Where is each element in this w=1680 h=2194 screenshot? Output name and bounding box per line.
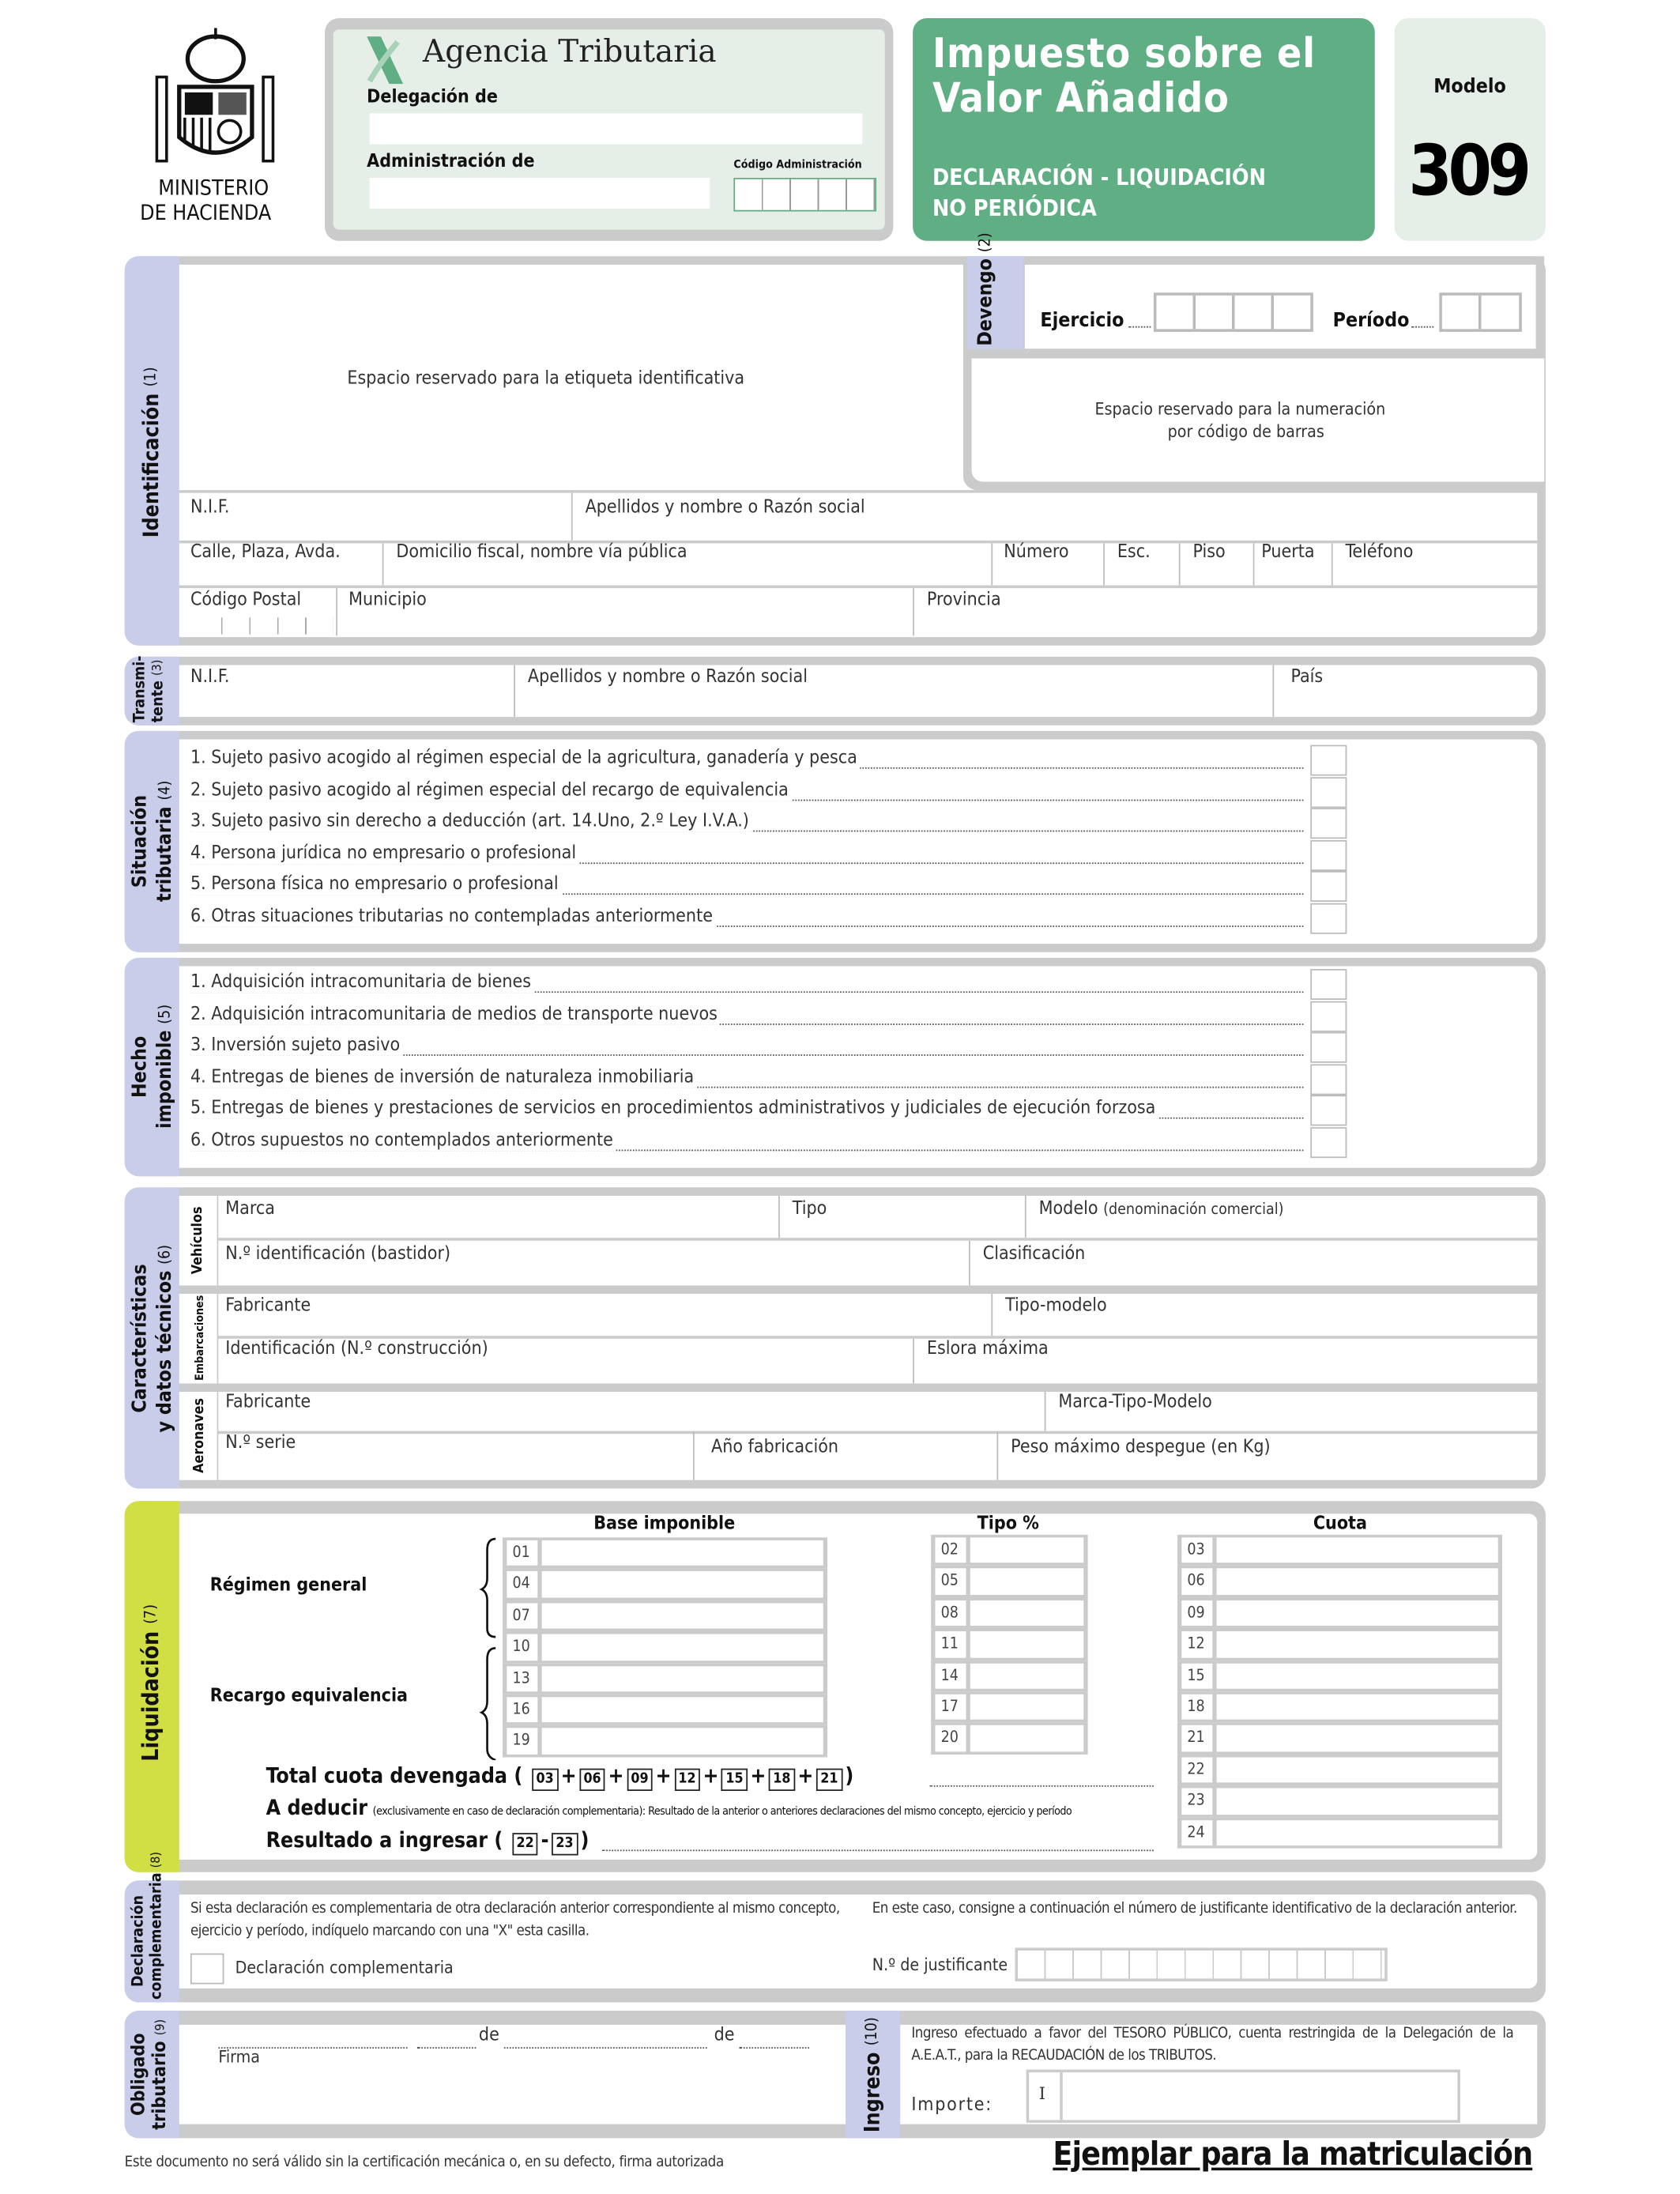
field-code: 19 xyxy=(507,1728,537,1755)
code-box: 21 xyxy=(816,1769,842,1791)
barcode-space-line1: Espacio reservado para la numeración xyxy=(1094,398,1386,419)
field-code: 18 xyxy=(1181,1695,1212,1721)
domicilio-input[interactable] xyxy=(383,543,991,585)
field-code: 07 xyxy=(507,1603,537,1629)
field-code: 16 xyxy=(507,1697,537,1723)
code-box: 18 xyxy=(769,1769,795,1791)
coat-of-arms-icon xyxy=(137,28,294,168)
modelo-number: 309 xyxy=(1408,130,1527,212)
list-item xyxy=(179,776,1538,808)
list-item xyxy=(179,1095,1538,1126)
title-line2: Valor Añadido xyxy=(932,74,1230,123)
base-field-01[interactable] xyxy=(503,1537,827,1569)
subtitle-line1: DECLARACIÓN - LIQUIDACIÓN xyxy=(932,164,1266,190)
code-box: 09 xyxy=(627,1769,653,1791)
ministry-name-line2: DE HACIENDA xyxy=(140,200,272,226)
telefono-label: Teléfono xyxy=(1345,541,1414,564)
cuota-field-23[interactable] xyxy=(1177,1785,1502,1817)
base-input[interactable] xyxy=(542,1728,823,1755)
codigo-postal-input[interactable] xyxy=(221,617,333,634)
list-item-checkbox[interactable] xyxy=(1310,1126,1347,1157)
field-code: 21 xyxy=(1181,1725,1212,1751)
list-item-checkbox[interactable] xyxy=(1310,745,1347,776)
base-field-13[interactable] xyxy=(503,1663,827,1695)
identificacion-section xyxy=(125,232,1546,646)
list-item-checkbox[interactable] xyxy=(1310,1001,1347,1031)
base-field-07[interactable] xyxy=(503,1600,827,1632)
list-item-label: 6. Otros supuestos no contemplados anteriormente xyxy=(190,1129,616,1151)
complementaria-text: Si esta declaración es complementaria de otra declaración anterior correspondiente al mismo concepto, ejercicio y período, indíquelo marcando con una "X" esta casilla. xyxy=(190,1900,840,1940)
agencia-tributaria-logo-icon xyxy=(361,36,417,84)
ejercicio-input[interactable] xyxy=(1154,292,1313,332)
base-imponible-header: Base imponible xyxy=(593,1514,736,1535)
list-item-checkbox[interactable] xyxy=(1310,1032,1347,1063)
de-label-1: de xyxy=(478,2024,499,2046)
cuota-input[interactable] xyxy=(1217,1819,1498,1845)
hecho-imponible-tab: Hecho imponible (5) xyxy=(128,1005,177,1129)
list-item xyxy=(179,1126,1538,1158)
list-item xyxy=(179,969,1538,1001)
list-item xyxy=(179,871,1538,903)
municipio-input[interactable] xyxy=(337,588,911,635)
liquidacion-section xyxy=(125,1501,1546,1872)
list-item xyxy=(179,1064,1538,1095)
list-item-checkbox[interactable] xyxy=(1310,903,1347,933)
footer-note: Este documento no será válido sin la certificación mecánica o, en su defecto, firma autorizada xyxy=(124,2153,724,2171)
subtitle-line2: NO PERIÓDICA xyxy=(932,194,1097,221)
code-box: 22 xyxy=(512,1833,538,1855)
administracion-label: Administración de xyxy=(367,151,535,172)
transmitente-pais-input[interactable] xyxy=(1274,665,1537,718)
tipo-input[interactable] xyxy=(970,1537,1084,1563)
recargo-equivalencia-label: Recargo equivalencia xyxy=(209,1686,409,1707)
justificante-input[interactable] xyxy=(1015,1947,1387,1981)
nif-input[interactable] xyxy=(179,493,571,541)
regimen-general-label: Régimen general xyxy=(209,1575,367,1596)
ejemplar-title: Ejemplar para la matriculación xyxy=(1053,2136,1533,2173)
code-box: 23 xyxy=(552,1833,578,1855)
list-item-label: 4. Persona jurídica no empresario o profesional xyxy=(190,843,579,864)
justificante-label: N.º de justificante xyxy=(872,1955,1008,1975)
tipo-modelo-label: Tipo-modelo xyxy=(1005,1295,1107,1317)
agency-name: Agencia Tributaria xyxy=(423,35,717,70)
cuota-field-15[interactable] xyxy=(1177,1661,1502,1692)
list-item xyxy=(179,839,1538,871)
list-item-checkbox[interactable] xyxy=(1310,871,1347,902)
apellidos-label: Apellidos y nombre o Razón social xyxy=(585,496,865,518)
cuota-input[interactable] xyxy=(1217,1631,1498,1657)
administracion-input[interactable] xyxy=(370,178,710,209)
field-code: 14 xyxy=(935,1663,966,1689)
tipo-input[interactable] xyxy=(970,1725,1084,1751)
puerta-label: Puerta xyxy=(1261,541,1315,564)
situacion-section xyxy=(125,731,1546,952)
eslora-label: Eslora máxima xyxy=(926,1338,1049,1360)
ano-fabricacion-label: Año fabricación xyxy=(711,1436,839,1458)
list-item xyxy=(179,903,1538,934)
list-item-label: 3. Inversión sujeto pasivo xyxy=(190,1035,403,1056)
calle-label: Calle, Plaza, Avda. xyxy=(190,541,341,564)
tipo-field-20[interactable] xyxy=(931,1723,1087,1755)
aeronaves-label: Aeronaves xyxy=(191,1398,208,1474)
obligado-ingreso-section xyxy=(125,2011,1546,2138)
base-field-16[interactable] xyxy=(503,1695,827,1726)
tipo-input[interactable] xyxy=(970,1600,1084,1627)
serie-label: N.º serie xyxy=(225,1432,296,1454)
tipo-input[interactable] xyxy=(970,1663,1084,1689)
tipo-input[interactable] xyxy=(970,1631,1084,1657)
importe-input[interactable] xyxy=(1026,2070,1460,2123)
barcode-space-line2: por código de barras xyxy=(1167,421,1324,442)
transmitente-tab: Transmi- tente (3) xyxy=(130,655,167,723)
complementaria-checkbox-label: Declaración complementaria xyxy=(235,1957,454,1977)
field-code: 13 xyxy=(507,1666,537,1692)
a-deducir: A deducir (exclusivamente en caso de declaración complementaria): Resultado de la anterior o anteriores declaraciones del mismo concepto, ejercicio y período xyxy=(266,1795,1072,1821)
de-label-2: de xyxy=(714,2024,735,2046)
base-input[interactable] xyxy=(542,1572,823,1598)
ingreso-text: Ingreso efectuado a favor del TESORO PÚBLICO, cuenta restringida de la Delegación de la A.E.A.T., para la RECAUDACIÓN de los TRIBUTOS. xyxy=(911,2024,1514,2064)
tipo-label: Tipo xyxy=(792,1198,827,1220)
field-code: 05 xyxy=(935,1569,966,1595)
firma-area[interactable] xyxy=(207,2053,823,2123)
liquidacion-tab: Liquidación (7) xyxy=(137,1604,164,1762)
apellidos-input[interactable] xyxy=(573,493,1538,541)
codigo-administracion-input[interactable] xyxy=(733,178,876,212)
field-code: 03 xyxy=(1181,1537,1212,1563)
ejercicio-label: Ejercicio xyxy=(1040,309,1124,332)
delegacion-label: Delegación de xyxy=(367,86,498,108)
base-field-04[interactable] xyxy=(503,1569,827,1600)
modelo-box xyxy=(1395,18,1546,241)
cuota-input[interactable] xyxy=(1217,1695,1498,1721)
field-code: 20 xyxy=(935,1725,966,1751)
list-item xyxy=(179,1001,1538,1032)
tipo-input[interactable] xyxy=(970,1695,1084,1721)
list-item-label: 2. Adquisición intracomunitaria de medios de transporte nuevos xyxy=(190,1003,721,1024)
clasificacion-label: Clasificación xyxy=(982,1243,1086,1265)
tipo-input[interactable] xyxy=(970,1569,1084,1595)
code-box: 03 xyxy=(532,1769,558,1791)
field-code: 08 xyxy=(935,1600,966,1627)
ministerio-logo xyxy=(137,28,294,231)
cuota-input[interactable] xyxy=(1217,1789,1498,1815)
list-item xyxy=(179,1032,1538,1064)
field-code: 06 xyxy=(1181,1569,1212,1595)
field-code: 12 xyxy=(1181,1631,1212,1657)
base-input[interactable] xyxy=(542,1697,823,1723)
provincia-input[interactable] xyxy=(914,588,1537,635)
code-box: 06 xyxy=(579,1769,605,1791)
justificante-text: En este caso, consigne a continuación el número de justificante identificativo de la declaración anterior. xyxy=(872,1900,1517,1917)
field-code: 09 xyxy=(1181,1600,1212,1627)
list-item-checkbox[interactable] xyxy=(1310,1095,1347,1125)
hecho-imponible-section xyxy=(125,958,1546,1176)
cuota-input[interactable] xyxy=(1217,1663,1498,1689)
importe-prefix: I xyxy=(1038,2083,1046,2104)
cuota-field-06[interactable] xyxy=(1177,1566,1502,1597)
ingreso-tab: Ingreso (10) xyxy=(859,2016,885,2132)
transmitente-nif-label: N.I.F. xyxy=(190,666,230,688)
brace-icon xyxy=(479,1536,499,1760)
list-item-checkbox[interactable] xyxy=(1310,808,1347,839)
vehiculos-label: Vehículos xyxy=(190,1206,206,1275)
field-code: 10 xyxy=(507,1634,537,1661)
codigo-postal-label: Código Postal xyxy=(190,589,302,611)
agency-box xyxy=(325,18,893,241)
field-code: 23 xyxy=(1181,1789,1212,1815)
label-space-text: Espacio reservado para la etiqueta identificativa xyxy=(347,368,745,390)
piso-label: Piso xyxy=(1192,541,1226,564)
domicilio-label: Domicilio fiscal, nombre vía pública xyxy=(396,541,687,564)
list-item-checkbox[interactable] xyxy=(1310,839,1347,870)
cuota-field-21[interactable] xyxy=(1177,1723,1502,1755)
cuota-field-03[interactable] xyxy=(1177,1535,1502,1566)
cuota-input[interactable] xyxy=(1217,1537,1498,1563)
list-item xyxy=(179,808,1538,839)
field-code: 02 xyxy=(935,1537,966,1563)
marca-label: Marca xyxy=(225,1198,275,1220)
obligado-tab: Obligado tributario (9) xyxy=(128,2019,171,2130)
importe-label: Importe: xyxy=(911,2094,993,2117)
base-field-19[interactable] xyxy=(503,1725,827,1757)
field-code: 01 xyxy=(507,1540,537,1566)
field-code: 04 xyxy=(507,1572,537,1598)
ministry-name-line1: MINISTERIO xyxy=(158,175,269,201)
identificacion-construccion-label: Identificación (N.º construcción) xyxy=(225,1338,488,1360)
list-item-checkbox[interactable] xyxy=(1310,1064,1347,1095)
marca-tipo-modelo-label: Marca-Tipo-Modelo xyxy=(1058,1392,1212,1413)
base-input[interactable] xyxy=(542,1603,823,1629)
base-input[interactable] xyxy=(542,1540,823,1566)
list-item-label: 1. Sujeto pasivo acogido al régimen especial de la agricultura, ganadería y pesca xyxy=(190,748,860,769)
provincia-label: Provincia xyxy=(926,589,1001,611)
transmitente-pais-label: País xyxy=(1290,666,1324,688)
list-item-checkbox[interactable] xyxy=(1310,969,1347,1000)
list-item-label: 5. Persona física no empresario o profesional xyxy=(190,874,561,895)
caracteristicas-section xyxy=(125,1187,1546,1488)
fabricante-embarcacion-label: Fabricante xyxy=(225,1295,311,1317)
title-box xyxy=(913,18,1375,241)
cuota-field-18[interactable] xyxy=(1177,1691,1502,1723)
codigo-administracion-label: Código Administración xyxy=(733,158,862,172)
code-box: 15 xyxy=(721,1769,748,1791)
esc-label: Esc. xyxy=(1117,541,1151,564)
peso-maximo-label: Peso máximo despegue (en Kg) xyxy=(1011,1436,1271,1458)
list-item-label: 1. Adquisición intracomunitaria de bienes xyxy=(190,972,534,993)
base-input[interactable] xyxy=(542,1634,823,1661)
modelo-vehiculo-label: Modelo (denominación comercial) xyxy=(1038,1198,1284,1220)
caracteristicas-tab: Características y datos técnicos (6) xyxy=(128,1244,177,1432)
modelo-label: Modelo xyxy=(1433,75,1506,99)
resultado-a-ingresar: Resultado a ingresar ( 22 - 23 ) xyxy=(266,1827,590,1855)
field-code: 15 xyxy=(1181,1663,1212,1689)
complementaria-tab: Declaración complementaria (8) xyxy=(128,1851,166,2000)
situacion-tab: Situación tributaria (4) xyxy=(128,781,177,903)
nif-label: N.I.F. xyxy=(190,496,230,518)
tipo-field-11[interactable] xyxy=(931,1629,1087,1661)
cuota-input[interactable] xyxy=(1217,1569,1498,1595)
transmitente-section xyxy=(125,657,1546,726)
total-cuota-devengada: Total cuota devengada ( 03 + 06 + 09 + 12 + 15 + 18 + 21 ) xyxy=(266,1763,854,1791)
tipo-field-02[interactable] xyxy=(931,1535,1087,1566)
cuota-input[interactable] xyxy=(1217,1600,1498,1627)
list-item-checkbox[interactable] xyxy=(1310,776,1347,807)
cuota-input[interactable] xyxy=(1217,1725,1498,1751)
cuota-field-24[interactable] xyxy=(1177,1817,1502,1849)
field-code: 17 xyxy=(935,1695,966,1721)
field-code: 22 xyxy=(1181,1757,1212,1783)
title-line1: Impuesto sobre el xyxy=(932,29,1317,77)
transmitente-apellidos-input[interactable] xyxy=(515,665,1272,718)
list-item-label: 3. Sujeto pasivo sin derecho a deducción (art. 14.Uno, 2.º Ley I.V.A.) xyxy=(190,811,752,832)
cuota-field-09[interactable] xyxy=(1177,1597,1502,1629)
cuota-header: Cuota xyxy=(1313,1514,1367,1535)
field-code: 24 xyxy=(1181,1819,1212,1845)
base-field-10[interactable] xyxy=(503,1631,827,1663)
code-box: 12 xyxy=(674,1769,700,1791)
list-item-label: 4. Entregas de bienes de inversión de naturaleza inmobiliaria xyxy=(190,1066,697,1088)
tipo-field-05[interactable] xyxy=(931,1566,1087,1597)
transmitente-apellidos-label: Apellidos y nombre o Razón social xyxy=(527,666,808,688)
list-item-label: 2. Sujeto pasivo acogido al régimen especial del recargo de equivalencia xyxy=(190,779,791,801)
devengo-tab: Devengo (2) xyxy=(974,232,997,346)
cuota-field-22[interactable] xyxy=(1177,1755,1502,1786)
field-code: 11 xyxy=(935,1631,966,1657)
embarcaciones-label: Embarcaciones xyxy=(193,1295,206,1381)
firma-label: Firma xyxy=(218,2047,261,2068)
fabricante-aeronave-label: Fabricante xyxy=(225,1392,311,1413)
periodo-label: Período xyxy=(1332,309,1410,332)
complementaria-section xyxy=(125,1851,1546,2002)
cuota-input[interactable] xyxy=(1217,1757,1498,1783)
list-item xyxy=(179,745,1538,777)
tipo-field-08[interactable] xyxy=(931,1597,1087,1629)
cuota-field-12[interactable] xyxy=(1177,1629,1502,1661)
delegacion-input[interactable] xyxy=(370,114,863,145)
transmitente-nif-input[interactable] xyxy=(179,665,514,718)
identificacion-tab: Identificación (1) xyxy=(138,367,164,538)
list-item-label: 5. Entregas de bienes y prestaciones de servicios en procedimientos administrativos y judiciales de ejecución forzosa xyxy=(190,1098,1158,1119)
numero-label: Número xyxy=(1004,541,1069,564)
periodo-input[interactable] xyxy=(1439,292,1522,332)
tipo-field-14[interactable] xyxy=(931,1661,1087,1692)
municipio-label: Municipio xyxy=(348,589,427,611)
complementaria-checkbox[interactable] xyxy=(190,1954,224,1985)
tipo-header: Tipo % xyxy=(977,1514,1039,1535)
bastidor-label: N.º identificación (bastidor) xyxy=(225,1243,451,1265)
tipo-field-17[interactable] xyxy=(931,1691,1087,1723)
list-item-label: 6. Otras situaciones tributarias no contempladas anteriormente xyxy=(190,905,716,926)
base-input[interactable] xyxy=(542,1666,823,1692)
devengo-box xyxy=(963,232,1544,490)
